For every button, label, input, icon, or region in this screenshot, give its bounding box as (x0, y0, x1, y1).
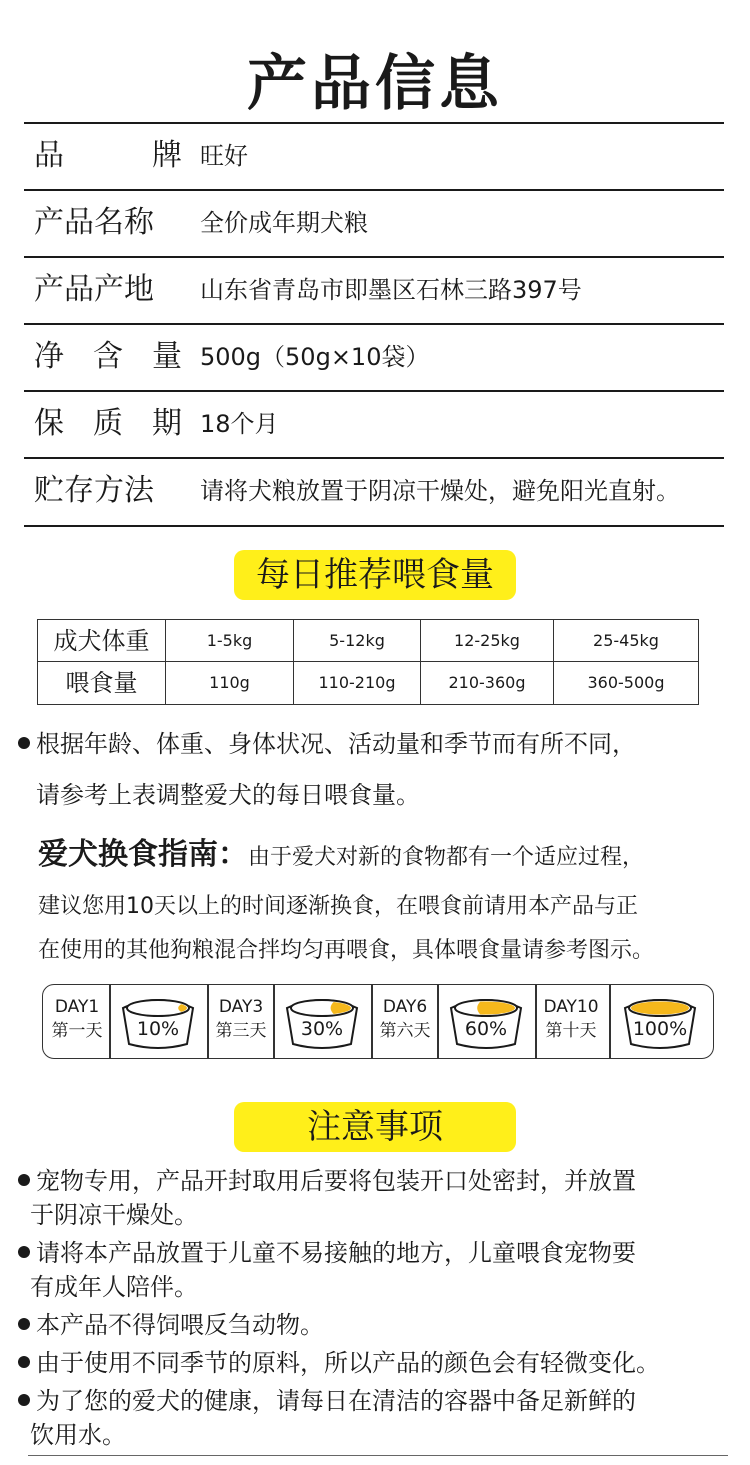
precautions-heading: 注意事项 (234, 1102, 516, 1152)
list-item (18, 1236, 733, 1304)
amount-cell: 360-500g (587, 673, 665, 692)
bullet-icon (18, 1394, 30, 1406)
step-day-label (539, 995, 603, 1043)
info-row-brand (24, 122, 724, 188)
guide-line1 (38, 838, 644, 875)
info-value-shelf-life: 18个月 (200, 410, 279, 438)
step-divider (273, 985, 275, 1058)
daily-feeding-heading: 每日推荐喂食量 (234, 550, 516, 600)
info-label-weight: 净 含 量 (34, 339, 182, 374)
step-day-cn: 第六天 (379, 1021, 431, 1041)
bowl-icon (281, 994, 363, 1050)
info-label-storage: 贮存方法 (34, 473, 154, 508)
feeding-table-weight-row (38, 620, 698, 662)
daily-note-text1: 根据年龄、体重、身体状况、活动量和季节而有所不同， (36, 730, 636, 758)
info-value-storage: 请将犬粮放置于阴凉干燥处，避免阳光直射。 (200, 477, 680, 505)
bottom-rule (28, 1455, 728, 1456)
bowl-food-fill (631, 1002, 689, 1015)
step-divider (535, 985, 537, 1058)
feeding-table (37, 619, 699, 705)
info-label-origin: 产品产地 (34, 272, 154, 307)
bullet-icon (18, 1174, 30, 1186)
bullet-icon (18, 1356, 30, 1368)
step-day: DAY6 (382, 997, 428, 1017)
bullet-icon (18, 1246, 30, 1258)
step-day-label (373, 995, 437, 1043)
note-text: 由于使用不同季节的原料，所以产品的颜色会有轻微变化。 (36, 1349, 660, 1377)
info-row-weight (24, 323, 724, 389)
bowl-percent: 60% (464, 1018, 508, 1040)
guide-text1: 由于爱犬对新的食物都有一个适应过程， (248, 845, 645, 870)
list-item (18, 1308, 733, 1342)
food-transition-panel (42, 984, 714, 1059)
step-day: DAY3 (218, 997, 264, 1017)
bullet-icon (18, 1318, 30, 1330)
guide-line2: 建议您用10天以上的时间逐渐换食，在喂食前请用本产品与正 (38, 894, 638, 919)
note-text: 请将本产品放置于儿童不易接触的地方，儿童喂食宠物要 (36, 1239, 636, 1267)
page-title: 产品信息 (247, 49, 503, 119)
amount-cell: 110-210g (294, 662, 421, 704)
list-item (18, 1346, 733, 1380)
list-item (18, 1164, 733, 1232)
weight-cell: 1-5kg (166, 620, 294, 662)
note-text: 为了您的爱犬的健康，请每日在清洁的容器中备足新鲜的 (36, 1387, 636, 1415)
step-day-label (209, 995, 273, 1043)
step-day-cn: 第一天 (51, 1021, 103, 1041)
amount-cell: 210-360g (421, 662, 554, 704)
info-row-shelf-life (24, 390, 724, 456)
step-day: DAY1 (54, 997, 100, 1017)
info-table-bottom-rule (24, 525, 724, 527)
amount-cell: 110g (166, 662, 294, 704)
daily-note-line1 (18, 727, 636, 761)
feeding-table-amount-row (38, 662, 698, 704)
info-row-origin (24, 256, 724, 322)
step-day-cn: 第十天 (545, 1021, 597, 1041)
bowl-percent: 10% (136, 1018, 180, 1040)
step-divider (437, 985, 439, 1058)
info-value-weight: 500g（50g×10袋） (200, 343, 430, 371)
bowl-icon (117, 994, 199, 1050)
note-text-cont: 有成年人陪伴。 (30, 1273, 198, 1301)
note-text: 宠物专用，产品开封取用后要将包装开口处密封，并放置 (36, 1167, 636, 1195)
step-day-cn: 第三天 (215, 1021, 267, 1041)
weight-cell: 12-25kg (421, 620, 554, 662)
bowl-percent: 30% (300, 1018, 344, 1040)
weight-cell: 25-45kg (593, 631, 659, 650)
info-label-brand: 品 牌 (34, 138, 182, 173)
step-day: DAY10 (543, 997, 599, 1017)
guide-title: 爱犬换食指南： (38, 837, 248, 872)
precautions-list (18, 1164, 733, 1456)
bowl-percent: 100% (632, 1018, 688, 1040)
step-day-label (45, 995, 109, 1043)
note-text-cont: 于阴凉干燥处。 (30, 1201, 198, 1229)
step-divider (609, 985, 611, 1058)
info-row-storage (24, 457, 724, 523)
weight-cell: 5-12kg (294, 620, 421, 662)
info-value-name: 全价成年期犬粮 (200, 209, 368, 237)
list-item (18, 1384, 733, 1452)
step-divider (109, 985, 111, 1058)
info-row-name (24, 189, 724, 255)
note-text-cont: 饮用水。 (30, 1421, 126, 1449)
info-value-origin: 山东省青岛市即墨区石林三路397号 (200, 276, 582, 304)
daily-note-line2: 请参考上表调整爱犬的每日喂食量。 (36, 781, 420, 809)
note-text: 本产品不得饲喂反刍动物。 (36, 1311, 324, 1339)
feeding-table-weight-header: 成犬体重 (38, 620, 166, 662)
guide-line3: 在使用的其他狗粮混合拌均匀再喂食，具体喂食量请参考图示。 (38, 938, 655, 963)
bullet-icon (18, 737, 30, 749)
feeding-table-amount-header: 喂食量 (38, 662, 166, 704)
bowl-icon (619, 994, 701, 1050)
bowl-icon (445, 994, 527, 1050)
info-value-brand: 旺好 (200, 142, 248, 170)
info-label-shelf-life: 保 质 期 (34, 406, 182, 441)
info-label-name: 产品名称 (34, 205, 154, 240)
